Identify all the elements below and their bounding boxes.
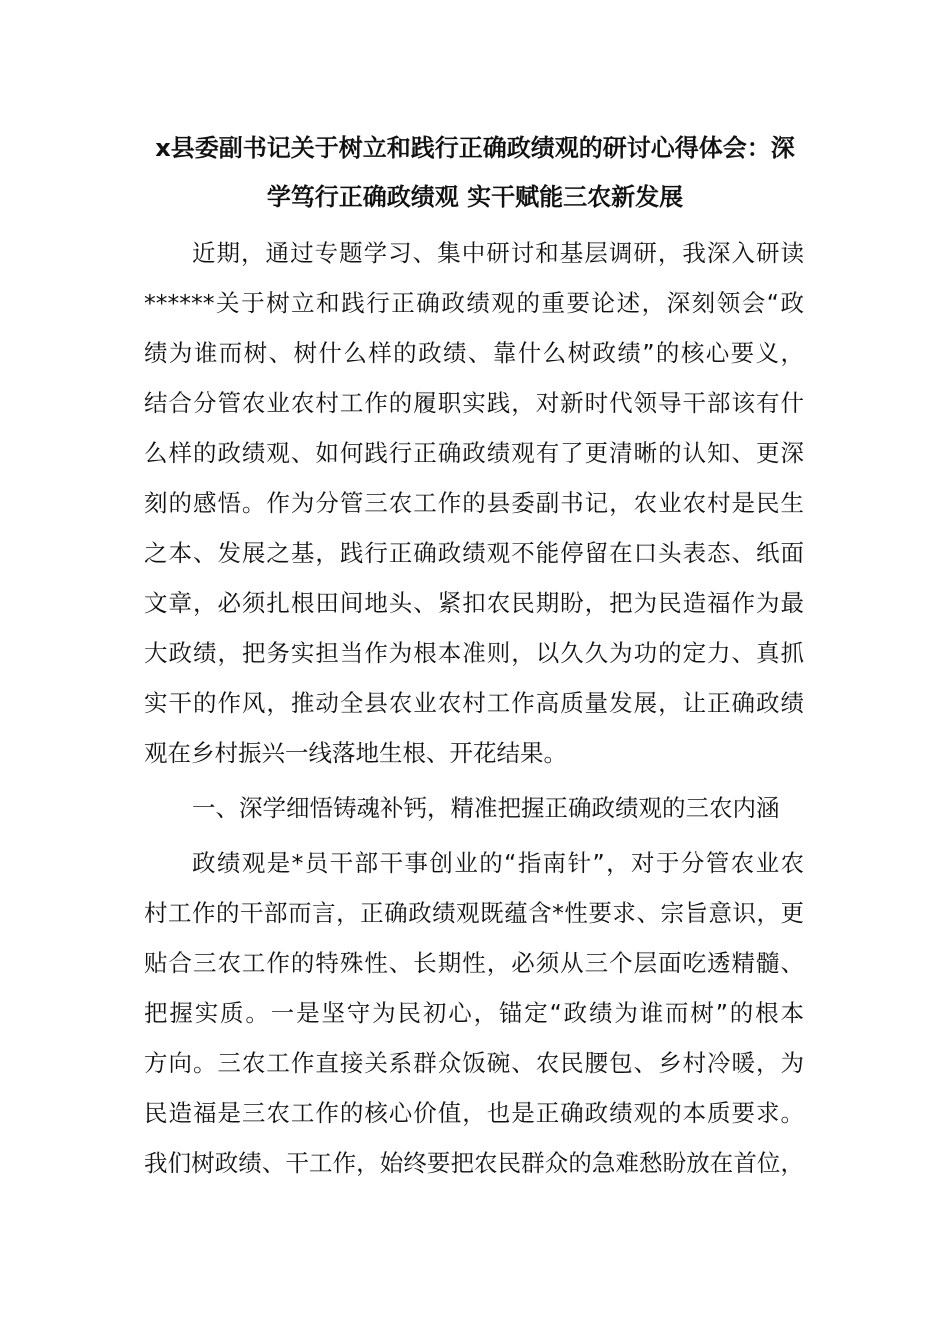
paragraph-2-line-1: 政绩观是*员干部干事创业的“指南针”，对于分管农业农 <box>192 849 804 877</box>
paragraph-1-line-7: 之本、发展之基，践行正确政绩观不能停留在口头表态、纸面 <box>144 539 804 567</box>
paragraph-2-line-5: 方向。三农工作直接关系群众饭碗、农民腰包、乡村冷暖，为 <box>144 1049 804 1077</box>
paragraph-1-line-4: 结合分管农业农村工作的履职实践，对新时代领导干部该有什 <box>144 389 804 417</box>
paragraph-1-line-2: ******关于树立和践行正确政绩观的重要论述，深刻领会“政 <box>144 289 804 317</box>
paragraph-2-line-4: 把握实质。一是坚守为民初心，锚定“政绩为谁而树”的根本 <box>144 999 804 1027</box>
paragraph-2-line-7: 我们树政绩、干工作，始终要把农民群众的急难愁盼放在首位， <box>144 1149 804 1177</box>
paragraph-1-line-5: 么样的政绩观、如何践行正确政绩观有了更清晰的认知、更深 <box>144 439 804 467</box>
section-heading-1: 一、深学细悟铸魂补钙，精准把握正确政绩观的三农内涵 <box>192 794 780 822</box>
paragraph-1-line-3: 绩为谁而树、树什么样的政绩、靠什么树政绩”的核心要义， <box>144 339 804 367</box>
paragraph-2-line-2: 村工作的干部而言，正确政绩观既蕴含*性要求、宗旨意识，更 <box>144 899 804 927</box>
paragraph-1-line-6: 刻的感悟。作为分管三农工作的县委副书记，农业农村是民生 <box>144 489 804 517</box>
paragraph-1-line-9: 大政绩，把务实担当作为根本准则，以久久为功的定力、真抓 <box>144 639 804 667</box>
paragraph-1-line-10: 实干的作风，推动全县农业农村工作高质量发展，让正确政绩 <box>144 689 804 717</box>
paragraph-1-line-1: 近期，通过专题学习、集中研讨和基层调研，我深入研读 <box>192 239 804 267</box>
paragraph-2-line-6: 民造福是三农工作的核心价值，也是正确政绩观的本质要求。 <box>144 1099 804 1127</box>
document-title-line-1: x县委副书记关于树立和践行正确政绩观的研讨心得体会：深 <box>155 134 795 162</box>
paragraph-2-line-3: 贴合三农工作的特殊性、长期性，必须从三个层面吃透精髓、 <box>144 949 804 977</box>
paragraph-1-line-8: 文章，必须扎根田间地头、紧扣农民期盼，把为民造福作为最 <box>144 589 804 617</box>
document-title-line-2: 学笃行正确政绩观 实干赋能三农新发展 <box>266 183 684 211</box>
paragraph-1-line-11: 观在乡村振兴一线落地生根、开花结果。 <box>144 739 567 767</box>
